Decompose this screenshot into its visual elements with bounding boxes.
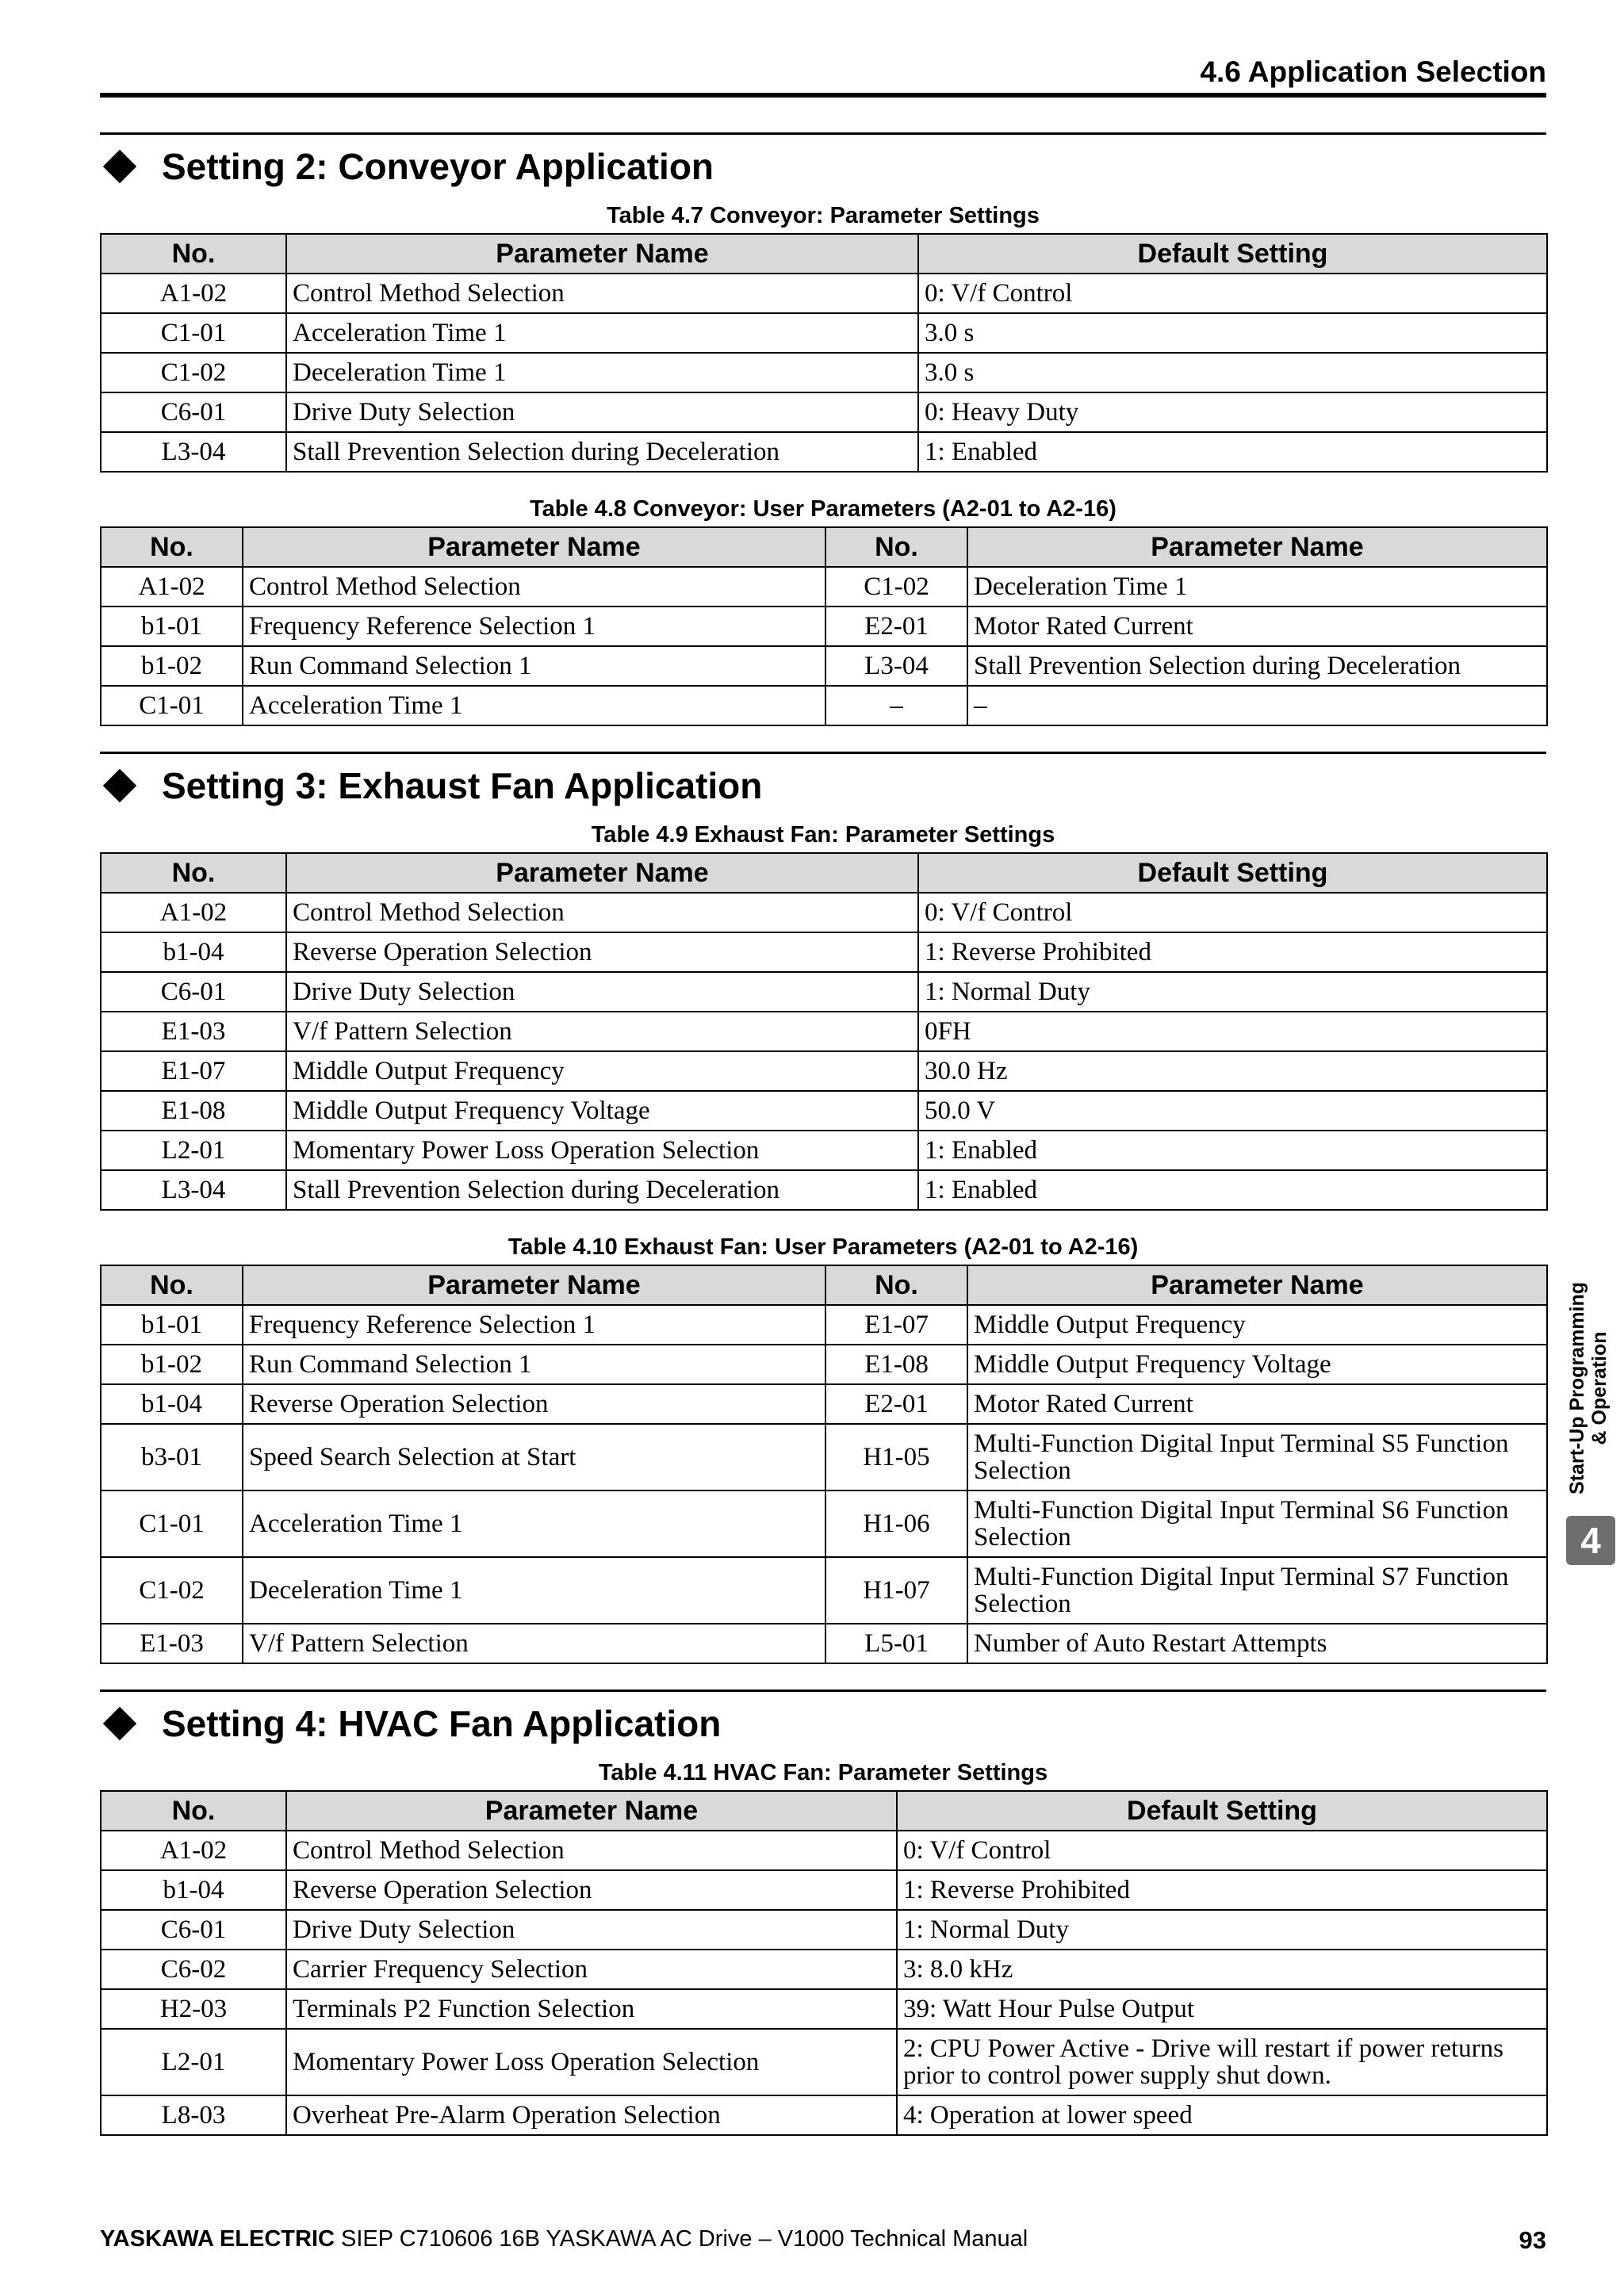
chapter-side-tab-line2: & Operation <box>1588 1331 1611 1445</box>
column-header: Parameter Name <box>243 527 825 567</box>
table-conveyor-parameter-settings <box>100 233 1548 473</box>
table-cell: Middle Output Frequency <box>967 1305 1547 1345</box>
table-cell: Stall Prevention Selection during Deceleration <box>286 1170 918 1210</box>
table-row <box>101 1989 1547 2029</box>
table-cell: Momentary Power Loss Operation Selection <box>286 1131 918 1170</box>
column-header: Default Setting <box>897 1791 1547 1831</box>
table-caption: Table 4.11 HVAC Fan: Parameter Settings <box>598 1760 1048 1785</box>
diamond-bullet-icon <box>103 769 136 802</box>
table-row <box>101 432 1547 472</box>
table-conveyor-user-parameters <box>100 526 1548 726</box>
table-cell: H1-07 <box>825 1557 967 1624</box>
column-header: Default Setting <box>918 853 1547 893</box>
table-cell: 1: Normal Duty <box>918 972 1547 1012</box>
table-cell: b3-01 <box>101 1424 243 1490</box>
table-cell: Acceleration Time 1 <box>243 686 825 725</box>
footer-doc-title: SIEP C710606 16B YASKAWA AC Drive – V1000 Technical Manual <box>341 2226 1028 2252</box>
table-cell: C6-01 <box>101 392 286 432</box>
table-cell: E1-03 <box>101 1012 286 1051</box>
header-rule <box>100 93 1546 98</box>
table-cell: – <box>967 686 1547 725</box>
column-header: Parameter Name <box>967 1265 1547 1305</box>
column-header: No. <box>101 234 286 274</box>
section-heading-text: Setting 2: Conveyor Application <box>162 146 714 187</box>
table-cell: 50.0 V <box>918 1091 1547 1131</box>
table-row <box>101 1384 1547 1424</box>
table-cell: Multi-Function Digital Input Terminal S5 Function Selection <box>967 1424 1547 1490</box>
table-row <box>101 1424 1547 1490</box>
section-heading <box>100 1692 1546 1755</box>
column-header: No. <box>101 527 243 567</box>
table-cell: 4: Operation at lower speed <box>897 2095 1547 2135</box>
table-cell: 1: Enabled <box>918 1170 1547 1210</box>
table-cell: Reverse Operation Selection <box>286 1870 897 1910</box>
chapter-side-tab <box>1561 1281 1616 1495</box>
table-cell: L3-04 <box>101 432 286 472</box>
table-header-row <box>101 853 1547 893</box>
table-row <box>101 686 1547 725</box>
table-cell: E1-08 <box>101 1091 286 1131</box>
table-cell: E1-08 <box>825 1345 967 1384</box>
table-cell: Number of Auto Restart Attempts <box>967 1624 1547 1663</box>
table-cell: V/f Pattern Selection <box>243 1624 825 1663</box>
column-header: Parameter Name <box>286 234 918 274</box>
table-cell: Terminals P2 Function Selection <box>286 1989 897 2029</box>
table-cell: Motor Rated Current <box>967 1384 1547 1424</box>
table-cell: E1-07 <box>101 1051 286 1091</box>
column-header: No. <box>101 1791 286 1831</box>
table-cell: Multi-Function Digital Input Terminal S6 Function Selection <box>967 1490 1547 1557</box>
table-cell: A1-02 <box>101 274 286 313</box>
table-cell: Run Command Selection 1 <box>243 1345 825 1384</box>
table-cell: C6-01 <box>101 972 286 1012</box>
table-row <box>101 1624 1547 1663</box>
table-row <box>101 893 1547 932</box>
table-cell: A1-02 <box>101 893 286 932</box>
table-cell: L8-03 <box>101 2095 286 2135</box>
column-header: No. <box>825 527 967 567</box>
footer-doc-info <box>100 2226 1028 2255</box>
table-cell: Stall Prevention Selection during Deceleration <box>286 432 918 472</box>
table-header-row <box>101 1265 1547 1305</box>
table-cell: L3-04 <box>825 646 967 686</box>
table-cell: A1-02 <box>101 1831 286 1870</box>
table-cell: Motor Rated Current <box>967 607 1547 646</box>
table-cell: 2: CPU Power Active - Drive will restart if power returns prior to control power supply shut down. <box>897 2029 1547 2095</box>
table-cell: Reverse Operation Selection <box>286 932 918 972</box>
table-cell: H2-03 <box>101 1989 286 2029</box>
table-cell: L5-01 <box>825 1624 967 1663</box>
table-caption: Table 4.7 Conveyor: Parameter Settings <box>607 203 1040 228</box>
table-cell: Reverse Operation Selection <box>243 1384 825 1424</box>
table-row <box>101 1012 1547 1051</box>
table-cell: Deceleration Time 1 <box>967 567 1547 607</box>
table-row <box>101 1557 1547 1624</box>
table-cell: – <box>825 686 967 725</box>
section-conveyor <box>100 132 1546 726</box>
table-row <box>101 1091 1547 1131</box>
table-cell: 3: 8.0 kHz <box>897 1950 1547 1989</box>
column-header: Parameter Name <box>243 1265 825 1305</box>
table-cell: Run Command Selection 1 <box>243 646 825 686</box>
table-cell: Drive Duty Selection <box>286 1910 897 1950</box>
table-cell: Control Method Selection <box>286 274 918 313</box>
page-header-title: 4.6 Application Selection <box>1200 55 1546 88</box>
table-cell: 1: Reverse Prohibited <box>918 932 1547 972</box>
table-header-row <box>101 1791 1547 1831</box>
table-cell: b1-02 <box>101 646 243 686</box>
table-cell: E1-07 <box>825 1305 967 1345</box>
table-hvac-fan-parameter-settings <box>100 1790 1548 2136</box>
table-cell: Middle Output Frequency <box>286 1051 918 1091</box>
table-cell: Control Method Selection <box>286 893 918 932</box>
table-cell: E2-01 <box>825 607 967 646</box>
table-row <box>101 1870 1547 1910</box>
table-cell: Overheat Pre-Alarm Operation Selection <box>286 2095 897 2135</box>
table-row <box>101 1910 1547 1950</box>
table-cell: C1-02 <box>101 1557 243 1624</box>
section-heading <box>100 135 1546 198</box>
table-cell: Acceleration Time 1 <box>286 313 918 353</box>
table-cell: b1-04 <box>101 1870 286 1910</box>
table-caption: Table 4.8 Conveyor: User Parameters (A2-01 to A2-16) <box>530 496 1116 522</box>
table-cell: Control Method Selection <box>243 567 825 607</box>
table-row <box>101 2095 1547 2135</box>
table-cell: C1-01 <box>101 313 286 353</box>
table-cell: 0: V/f Control <box>918 893 1547 932</box>
table-cell: 30.0 Hz <box>918 1051 1547 1091</box>
section-hvac-fan <box>100 1689 1546 2136</box>
table-cell: 0: Heavy Duty <box>918 392 1547 432</box>
table-row <box>101 2029 1547 2095</box>
table-cell: b1-04 <box>101 1384 243 1424</box>
table-cell: C1-02 <box>825 567 967 607</box>
table-caption: Table 4.9 Exhaust Fan: Parameter Settings <box>591 822 1055 848</box>
table-cell: b1-01 <box>101 1305 243 1345</box>
table-cell: Drive Duty Selection <box>286 392 918 432</box>
chapter-side-tab-line1: Start-Up Programming <box>1566 1281 1588 1495</box>
table-cell: 3.0 s <box>918 313 1547 353</box>
section-heading-text: Setting 3: Exhaust Fan Application <box>162 765 763 806</box>
table-cell: 1: Enabled <box>918 1131 1547 1170</box>
column-header: No. <box>825 1265 967 1305</box>
column-header: Parameter Name <box>286 1791 897 1831</box>
table-row <box>101 567 1547 607</box>
table-cell: Middle Output Frequency Voltage <box>286 1091 918 1131</box>
table-row <box>101 1831 1547 1870</box>
chapter-number-badge: 4 <box>1566 1516 1615 1565</box>
table-row <box>101 274 1547 313</box>
table-row <box>101 607 1547 646</box>
table-cell: Deceleration Time 1 <box>286 353 918 392</box>
table-cell: Momentary Power Loss Operation Selection <box>286 2029 897 2095</box>
table-cell: C1-01 <box>101 1490 243 1557</box>
diamond-bullet-icon <box>103 150 136 183</box>
table-row <box>101 1490 1547 1557</box>
table-cell: 0FH <box>918 1012 1547 1051</box>
page-number: 93 <box>1519 2226 1546 2254</box>
table-row <box>101 1131 1547 1170</box>
table-cell: C6-02 <box>101 1950 286 1989</box>
table-cell: C1-02 <box>101 353 286 392</box>
table-cell: 1: Enabled <box>918 432 1547 472</box>
table-cell: 1: Reverse Prohibited <box>897 1870 1547 1910</box>
table-cell: A1-02 <box>101 567 243 607</box>
table-cell: 1: Normal Duty <box>897 1910 1547 1950</box>
table-row <box>101 1950 1547 1989</box>
table-cell: Middle Output Frequency Voltage <box>967 1345 1547 1384</box>
table-row <box>101 1345 1547 1384</box>
table-cell: E1-03 <box>101 1624 243 1663</box>
table-cell: H1-06 <box>825 1490 967 1557</box>
table-cell: 39: Watt Hour Pulse Output <box>897 1989 1547 2029</box>
table-cell: b1-02 <box>101 1345 243 1384</box>
table-cell: 0: V/f Control <box>918 274 1547 313</box>
table-cell: Deceleration Time 1 <box>243 1557 825 1624</box>
table-cell: Multi-Function Digital Input Terminal S7 Function Selection <box>967 1557 1547 1624</box>
column-header: Parameter Name <box>286 853 918 893</box>
table-cell: b1-04 <box>101 932 286 972</box>
table-cell: H1-05 <box>825 1424 967 1490</box>
table-cell: 3.0 s <box>918 353 1547 392</box>
table-cell: C6-01 <box>101 1910 286 1950</box>
table-row <box>101 646 1547 686</box>
table-cell: Control Method Selection <box>286 1831 897 1870</box>
table-row <box>101 353 1547 392</box>
diamond-bullet-icon <box>103 1707 136 1740</box>
column-header: Parameter Name <box>967 527 1547 567</box>
table-row <box>101 1305 1547 1345</box>
table-header-row <box>101 234 1547 274</box>
section-heading <box>100 754 1546 817</box>
table-cell: Carrier Frequency Selection <box>286 1950 897 1989</box>
footer-brand: YASKAWA ELECTRIC <box>100 2226 335 2252</box>
table-row <box>101 972 1547 1012</box>
table-exhaust-fan-parameter-settings <box>100 852 1548 1211</box>
table-row <box>101 932 1547 972</box>
table-caption: Table 4.10 Exhaust Fan: User Parameters (A2-01 to A2-16) <box>508 1234 1139 1260</box>
table-cell: E2-01 <box>825 1384 967 1424</box>
column-header: Default Setting <box>918 234 1547 274</box>
table-cell: V/f Pattern Selection <box>286 1012 918 1051</box>
table-cell: L2-01 <box>101 2029 286 2095</box>
section-heading-text: Setting 4: HVAC Fan Application <box>162 1703 722 1744</box>
table-row <box>101 1051 1547 1091</box>
table-row <box>101 392 1547 432</box>
column-header: No. <box>101 853 286 893</box>
table-row <box>101 1170 1547 1210</box>
page-footer <box>100 2226 1546 2255</box>
table-cell: L2-01 <box>101 1131 286 1170</box>
table-cell: Drive Duty Selection <box>286 972 918 1012</box>
table-cell: Acceleration Time 1 <box>243 1490 825 1557</box>
table-row <box>101 313 1547 353</box>
table-cell: b1-01 <box>101 607 243 646</box>
table-cell: Stall Prevention Selection during Deceleration <box>967 646 1547 686</box>
table-cell: Frequency Reference Selection 1 <box>243 607 825 646</box>
column-header: No. <box>101 1265 243 1305</box>
table-header-row <box>101 527 1547 567</box>
table-exhaust-fan-user-parameters <box>100 1265 1548 1664</box>
table-cell: C1-01 <box>101 686 243 725</box>
table-cell: 0: V/f Control <box>897 1831 1547 1870</box>
table-cell: L3-04 <box>101 1170 286 1210</box>
table-cell: Speed Search Selection at Start <box>243 1424 825 1490</box>
section-exhaust-fan <box>100 752 1546 1664</box>
table-cell: Frequency Reference Selection 1 <box>243 1305 825 1345</box>
